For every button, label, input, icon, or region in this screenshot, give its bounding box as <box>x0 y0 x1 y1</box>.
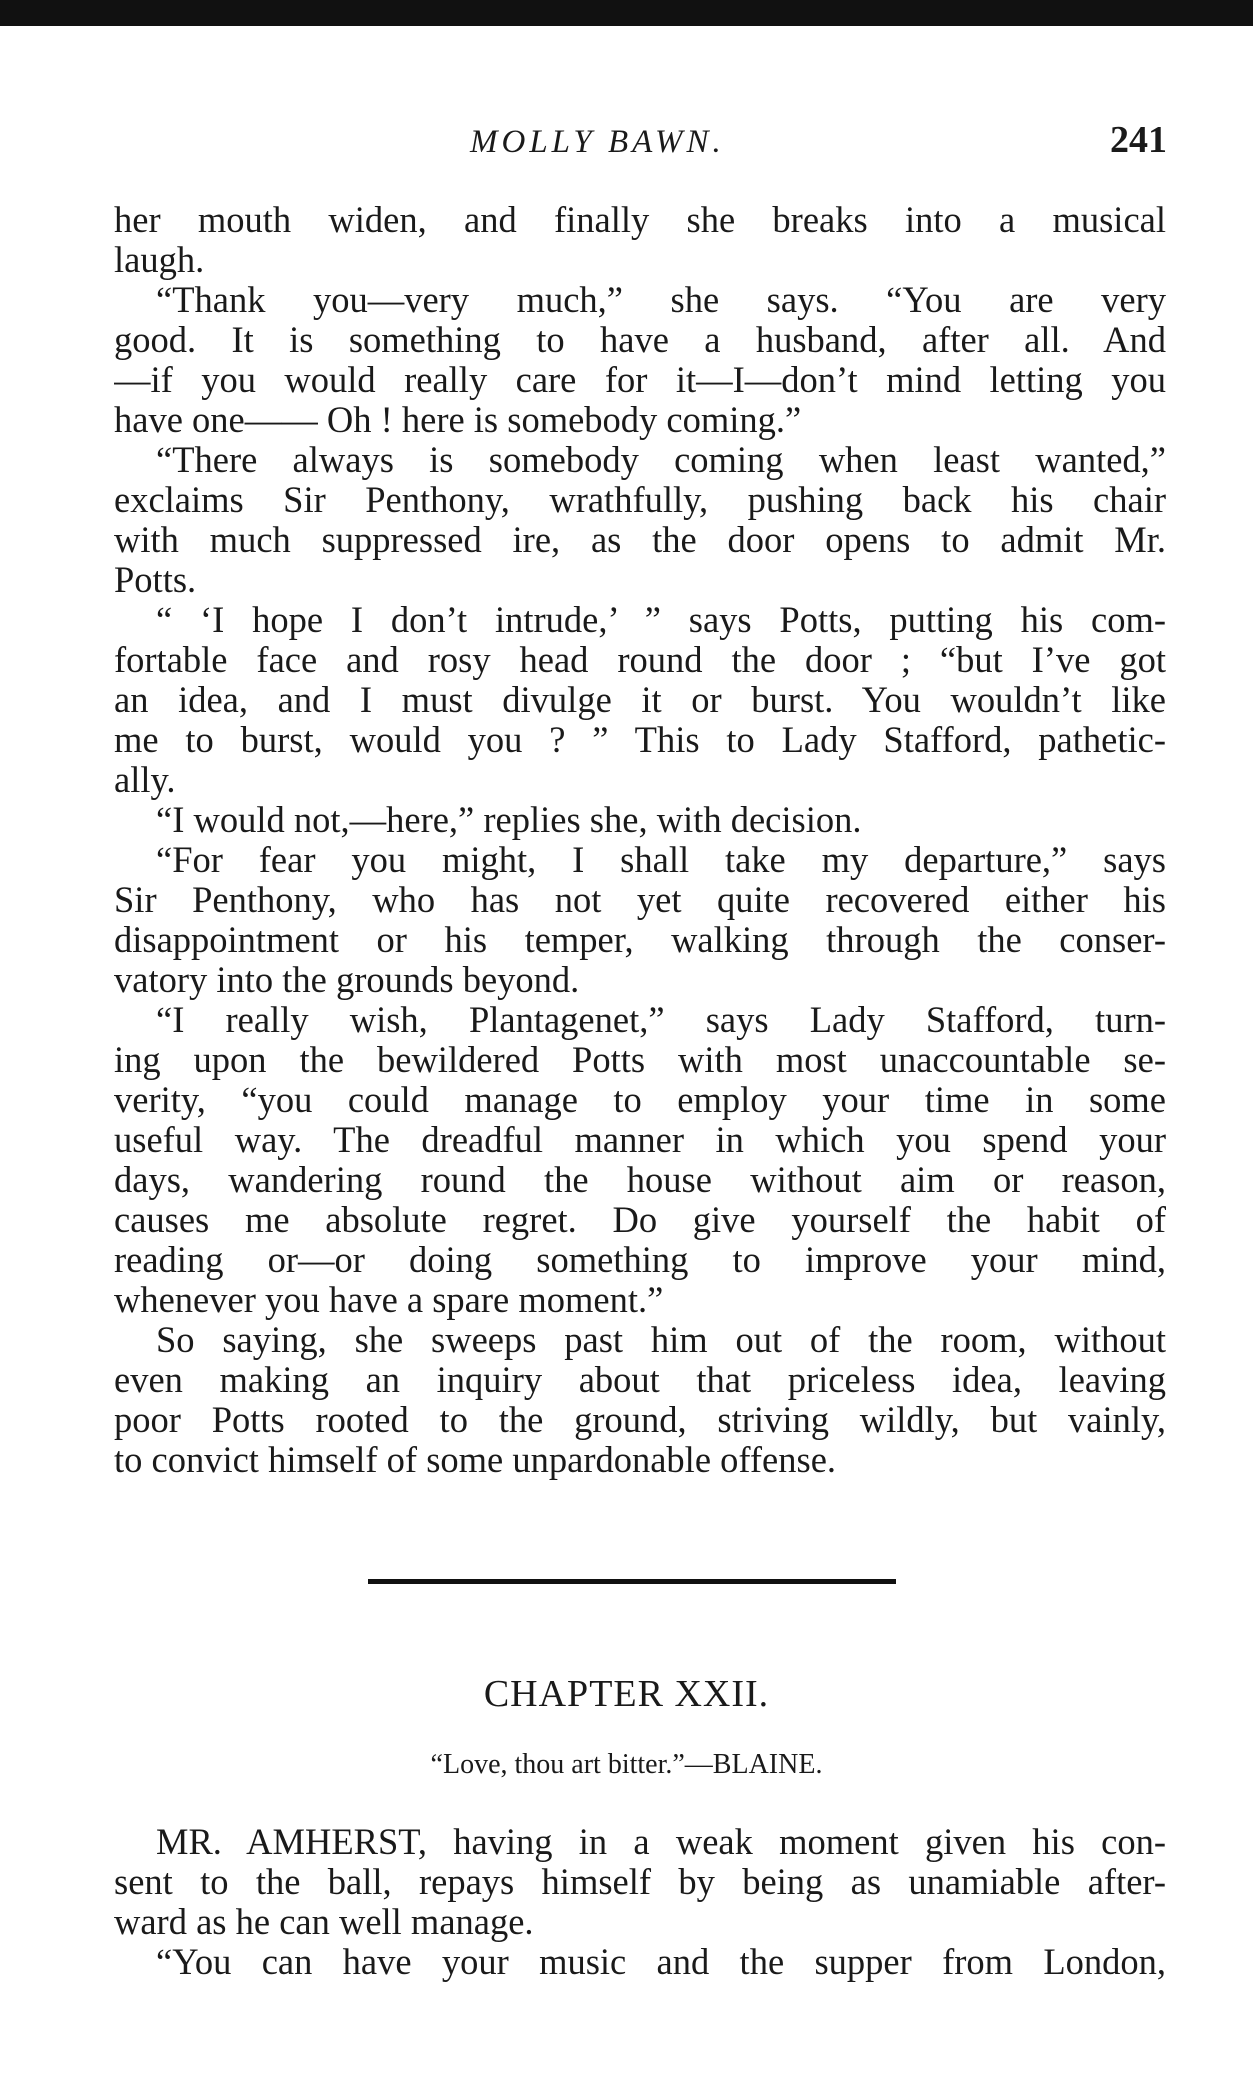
text-line: even making an inquiry about that priceless idea, leaving <box>114 1360 1166 1400</box>
text-line: Potts. <box>114 560 197 600</box>
text-line: reading or—or doing something to improve your mind, <box>114 1240 1166 1280</box>
text-line: causes me absolute regret. Do give yourself the habit of <box>114 1200 1166 1240</box>
text-line: sent to the ball, repays himself by being as unamiable after- <box>114 1862 1166 1902</box>
text-line: “There always is somebody coming when least wanted,” <box>156 440 1166 480</box>
text-line: ing upon the bewildered Potts with most unaccountable se- <box>114 1040 1166 1080</box>
chapter-title: CHAPTER XXII. <box>483 1673 770 1715</box>
text-line: “You can have your music and the supper from London, <box>156 1942 1166 1982</box>
text-line: fortable face and rosy head round the door ; “but I’ve got <box>114 640 1166 680</box>
text-line: days, wandering round the house without aim or reason, <box>114 1160 1166 1200</box>
text-line: verity, “you could manage to employ your time in some <box>114 1080 1166 1120</box>
text-line: me to burst, would you ? ” This to Lady Stafford, pathetic- <box>114 720 1166 760</box>
top-rule <box>0 0 1253 26</box>
text-line: with much suppressed ire, as the door opens to admit Mr. <box>114 520 1166 560</box>
text-line: an idea, and I must divulge it or burst. You wouldn’t like <box>114 680 1166 720</box>
text-line: disappointment or his temper, walking through the conser- <box>114 920 1166 960</box>
text-line: “Thank you—very much,” she says. “You are very <box>156 280 1166 320</box>
text-line: ward as he can well manage. <box>114 1902 534 1942</box>
text-line: good. It is something to have a husband, after all. And <box>114 320 1166 360</box>
page-number: 241 <box>1110 119 1167 161</box>
text-line: So saying, she sweeps past him out of the room, without <box>156 1320 1166 1360</box>
text-line: —if you would really care for it—I—don’t mind letting you <box>114 360 1166 400</box>
text-line: “ ‘I hope I don’t intrude,’ ” says Potts, putting his com- <box>156 600 1166 640</box>
text-line: her mouth widen, and finally she breaks into a musical <box>114 200 1166 240</box>
text-line: vatory into the grounds beyond. <box>114 960 580 1000</box>
text-line: ally. <box>114 760 176 800</box>
text-line: Sir Penthony, who has not yet quite recovered either his <box>114 880 1166 920</box>
text-line: “I really wish, Plantagenet,” says Lady Stafford, turn- <box>156 1000 1166 1040</box>
text-line: useful way. The dreadful manner in which you spend your <box>114 1120 1166 1160</box>
text-line: to convict himself of some unpardonable offense. <box>114 1440 837 1480</box>
chapter-text <box>114 1822 1166 1982</box>
body-text <box>114 200 1166 1480</box>
text-line: “For fear you might, I shall take my departure,” says <box>156 840 1166 880</box>
text-line: exclaims Sir Penthony, wrathfully, pushing back his chair <box>114 480 1166 520</box>
running-title: MOLLY BAWN. <box>470 124 725 160</box>
text-line: MR. AMHERST, having in a weak moment given his con- <box>156 1822 1166 1862</box>
text-line: have one—— Oh ! here is somebody coming.” <box>114 400 802 440</box>
section-rule <box>368 1579 896 1584</box>
text-line: poor Potts rooted to the ground, striving wildly, but vainly, <box>114 1400 1166 1440</box>
page-header <box>0 118 1253 168</box>
chapter-epigraph: “Love, thou art bitter.”—BLAINE. <box>430 1749 823 1780</box>
text-line: whenever you have a spare moment.” <box>114 1280 664 1320</box>
text-line: laugh. <box>114 240 205 280</box>
text-line: “I would not,—here,” replies she, with decision. <box>156 800 862 840</box>
